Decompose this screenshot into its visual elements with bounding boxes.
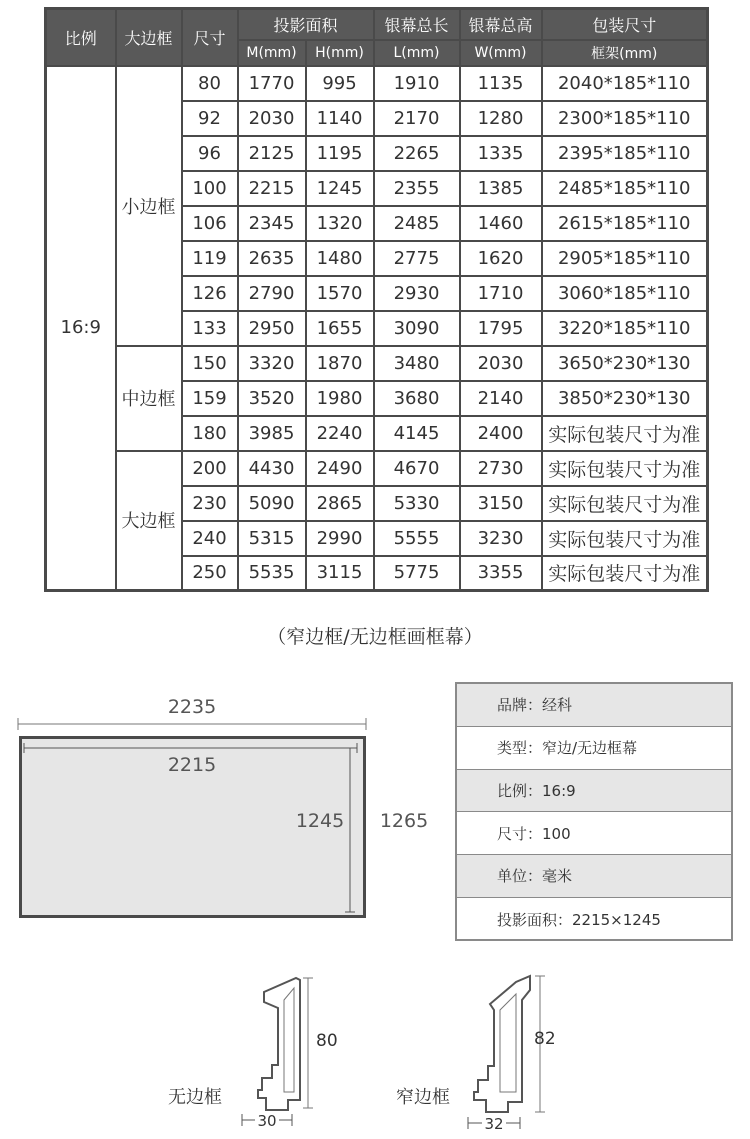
table-cell: 2905*185*110 [542, 241, 708, 276]
table-cell: 2395*185*110 [542, 136, 708, 171]
table-cell: 106 [182, 206, 238, 241]
table-cell: 2125 [238, 136, 306, 171]
screen-dimension-drawing [0, 680, 440, 930]
table-cell: 3650*230*130 [542, 346, 708, 381]
table-cell: 1710 [460, 276, 542, 311]
table-cell: 1655 [306, 311, 374, 346]
header-screen-length: 银幕总长 [374, 9, 460, 40]
header-size: 尺寸 [182, 9, 238, 66]
header-l: L(mm) [374, 40, 460, 66]
table-cell: 2485*185*110 [542, 171, 708, 206]
table-cell: 2775 [374, 241, 460, 276]
borderless-profile [168, 978, 338, 1130]
table-cell: 2170 [374, 101, 460, 136]
table-cell: 1280 [460, 101, 542, 136]
info-type: 类型：窄边/无边框幕 [457, 727, 731, 770]
table-cell: 5535 [238, 556, 306, 591]
table-cell: 1135 [460, 66, 542, 101]
header-projection: 投影面积 [238, 9, 374, 40]
table-cell: 1140 [306, 101, 374, 136]
table-cell: 240 [182, 521, 238, 556]
frame-group-cell: 中边框 [116, 346, 182, 451]
table-cell: 3220*185*110 [542, 311, 708, 346]
table-cell: 1770 [238, 66, 306, 101]
header-package: 包装尺寸 [542, 9, 708, 40]
info-projection-area: 投影面积：2215×1245 [497, 910, 661, 929]
table-cell: 2730 [460, 451, 542, 486]
table-cell: 3320 [238, 346, 306, 381]
table-cell: 2990 [306, 521, 374, 556]
narrow-width-label: 32 [484, 1115, 504, 1133]
inner-height-label: 1245 [295, 810, 345, 832]
ratio-cell: 16:9 [46, 66, 116, 591]
header-ratio: 比例 [46, 9, 116, 66]
table-cell: 5315 [238, 521, 306, 556]
table-cell: 2345 [238, 206, 306, 241]
frame-group-cell: 小边框 [116, 66, 182, 346]
table-cell: 1870 [306, 346, 374, 381]
borderless-label: 无边框 [168, 1087, 222, 1108]
table-cell: 3480 [374, 346, 460, 381]
table-cell: 1245 [306, 171, 374, 206]
outer-width-label: 2235 [167, 696, 217, 718]
header-frame-box: 框架(mm) [542, 40, 708, 66]
frame-group-cell: 大边框 [116, 451, 182, 591]
table-cell: 2790 [238, 276, 306, 311]
table-cell: 1195 [306, 136, 374, 171]
table-cell: 2865 [306, 486, 374, 521]
table-cell: 实际包装尺寸为准 [542, 451, 708, 486]
table-cell: 2265 [374, 136, 460, 171]
table-cell: 2040*185*110 [542, 66, 708, 101]
table-cell: 1480 [306, 241, 374, 276]
table-cell: 1335 [460, 136, 542, 171]
table-cell: 3060*185*110 [542, 276, 708, 311]
table-cell: 119 [182, 241, 238, 276]
table-cell: 995 [306, 66, 374, 101]
table-row [46, 66, 708, 101]
table-cell: 200 [182, 451, 238, 486]
table-cell: 150 [182, 346, 238, 381]
table-cell: 3090 [374, 311, 460, 346]
table-cell: 1795 [460, 311, 542, 346]
table-cell: 126 [182, 276, 238, 311]
table-cell: 1570 [306, 276, 374, 311]
table-cell: 2240 [306, 416, 374, 451]
header-w: W(mm) [460, 40, 542, 66]
table-cell: 2215 [238, 171, 306, 206]
table-cell: 3520 [238, 381, 306, 416]
table-cell: 1980 [306, 381, 374, 416]
table-cell: 4145 [374, 416, 460, 451]
table-cell: 96 [182, 136, 238, 171]
spec-table [44, 7, 709, 592]
table-cell: 5775 [374, 556, 460, 591]
table-cell: 2030 [238, 101, 306, 136]
table-cell: 100 [182, 171, 238, 206]
narrow-label: 窄边框 [396, 1087, 450, 1108]
table-row [46, 346, 708, 381]
table-cell: 5090 [238, 486, 306, 521]
table-cell: 3230 [460, 521, 542, 556]
table-cell: 3680 [374, 381, 460, 416]
table-cell: 1460 [460, 206, 542, 241]
table-cell: 实际包装尺寸为准 [542, 556, 708, 591]
table-cell: 5555 [374, 521, 460, 556]
table-cell: 2400 [460, 416, 542, 451]
narrow-profile [396, 976, 556, 1133]
table-cell: 2140 [460, 381, 542, 416]
table-cell: 2030 [460, 346, 542, 381]
table-cell: 230 [182, 486, 238, 521]
narrow-height-label: 82 [534, 1029, 556, 1049]
header-h: H(mm) [306, 40, 374, 66]
table-row [46, 451, 708, 486]
table-cell: 2355 [374, 171, 460, 206]
table-cell: 4670 [374, 451, 460, 486]
header-frame: 大边框 [116, 9, 182, 66]
table-cell: 2930 [374, 276, 460, 311]
table-cell: 3985 [238, 416, 306, 451]
table-cell: 5330 [374, 486, 460, 521]
table-cell: 2300*185*110 [542, 101, 708, 136]
table-cell: 1385 [460, 171, 542, 206]
table-cell: 实际包装尺寸为准 [542, 521, 708, 556]
table-cell: 2635 [238, 241, 306, 276]
inner-width-label: 2215 [167, 754, 217, 776]
table-cell: 250 [182, 556, 238, 591]
table-cell: 159 [182, 381, 238, 416]
table-cell: 80 [182, 66, 238, 101]
table-cell: 1320 [306, 206, 374, 241]
borderless-width-label: 30 [257, 1112, 277, 1130]
table-cell: 92 [182, 101, 238, 136]
info-size: 尺寸：100 [457, 812, 731, 855]
table-cell: 实际包装尺寸为准 [542, 416, 708, 451]
table-cell: 3850*230*130 [542, 381, 708, 416]
info-ratio: 比例：16:9 [457, 770, 731, 813]
outer-height-label: 1265 [379, 810, 429, 832]
table-cell: 3115 [306, 556, 374, 591]
spec-table-body [46, 66, 708, 591]
table-cell: 180 [182, 416, 238, 451]
table-cell: 4430 [238, 451, 306, 486]
frame-profiles [0, 960, 750, 1139]
table-cell: 2485 [374, 206, 460, 241]
product-caption: （窄边框/无边框画框幕） [267, 626, 483, 648]
table-cell: 133 [182, 311, 238, 346]
table-cell: 2950 [238, 311, 306, 346]
borderless-height-label: 80 [316, 1031, 338, 1051]
header-m: M(mm) [238, 40, 306, 66]
table-cell: 3150 [460, 486, 542, 521]
table-cell: 实际包装尺寸为准 [542, 486, 708, 521]
header-screen-height: 银幕总高 [460, 9, 542, 40]
spec-info-box [455, 682, 733, 941]
table-cell: 3355 [460, 556, 542, 591]
table-cell: 2490 [306, 451, 374, 486]
table-cell: 2615*185*110 [542, 206, 708, 241]
info-unit: 单位：毫米 [457, 855, 731, 898]
info-brand: 品牌：经科 [457, 684, 731, 727]
table-cell: 1910 [374, 66, 460, 101]
table-cell: 1620 [460, 241, 542, 276]
